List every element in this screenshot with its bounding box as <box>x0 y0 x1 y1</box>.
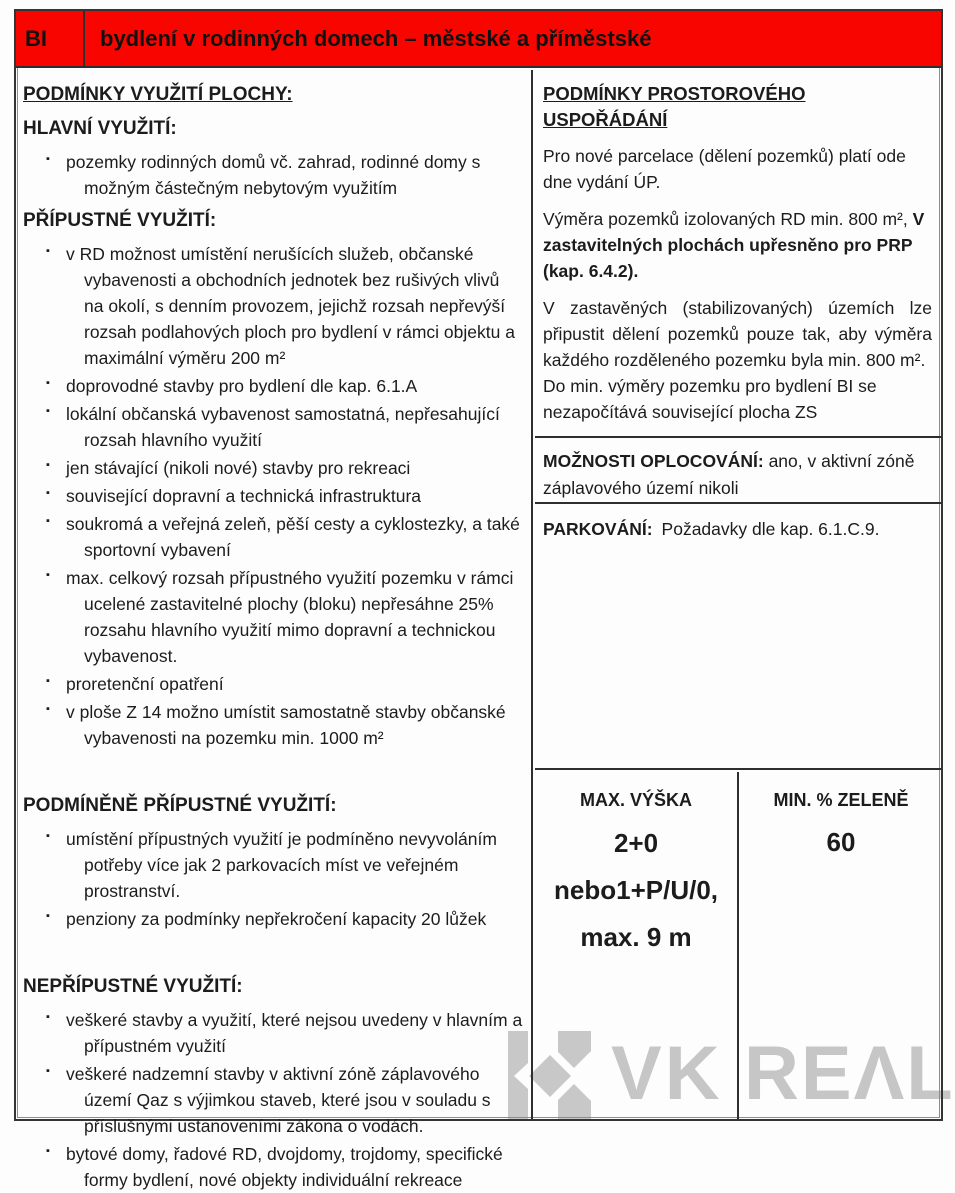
bullet-icon: ▪ <box>46 245 50 257</box>
list-item <box>22 671 523 697</box>
list-item-text: doprovodné stavby pro bydlení dle kap. 6.1.A <box>66 376 418 396</box>
parking-label: PARKOVÁNÍ: <box>543 519 653 539</box>
list-item-text: soukromá a veřejná zeleň, pěší cesty a cyklostezky, a také sportovní vybavení <box>66 514 520 560</box>
paragraph: V zastavěných (stabilizovaných) územích lze připustit dělení pozemků pouze tak, aby výměra každého rozděleného pozemku byla min. 800 m². <box>543 298 932 370</box>
list-item-text: max. celkový rozsah přípustného využití pozemku v rámci ucelené zastavitelné plochy (bloku) nepřesáhne 25% rozsahu hlavního využití mimo dopravní a technickou vybavenost. <box>66 568 514 666</box>
list-item <box>22 906 523 932</box>
right-column-title: PODMÍNKY PROSTOROVÉHO USPOŘÁDÁNÍ <box>543 83 806 130</box>
paragraph <box>543 206 932 284</box>
max-height-line3: max. 9 m <box>580 922 692 952</box>
list-item-text: veškeré nadzemní stavby v aktivní zóně záplavového území Qaz s výjimkou staveb, které jsou v souladu s příslušnými ustanoveními zákona o vodách. <box>66 1064 491 1136</box>
parking-value: Požadavky dle kap. 6.1.C.9. <box>661 519 880 539</box>
list-item <box>22 401 523 453</box>
bullet-icon: ▪ <box>46 459 50 471</box>
list-item <box>22 1007 523 1059</box>
paragraph-text-bold: V zastavitelných plochách upřesněno pro PRP (kap. 6.4.2). <box>543 209 925 281</box>
zone-title: bydlení v rodinných domech – městské a příměstské <box>87 11 941 66</box>
section-heading-main-use: HLAVNÍ VYUŽITÍ: <box>23 118 177 139</box>
max-height-line1: 2+0 <box>613 828 659 858</box>
bullet-icon: ▪ <box>46 830 50 842</box>
list-item-text: jen stávající (nikoli nové) stavby pro rekreaci <box>66 458 411 478</box>
section-heading-conditional-use: PODMÍNĚNĚ PŘÍPUSTNÉ VYUŽITÍ: <box>23 795 337 816</box>
bullet-icon: ▪ <box>46 675 50 687</box>
list-item <box>22 373 523 399</box>
list-item <box>22 483 523 509</box>
watermark-text-vk: VK <box>611 1031 723 1116</box>
max-height-line2: nebo1+P/U/0, <box>554 875 718 905</box>
list-item <box>22 511 523 563</box>
paragraph: Pro nové parcelace (dělení pozemků) platí ode dne vydání ÚP. <box>543 146 906 192</box>
list-item-text: pozemky rodinných domů vč. zahrad, rodinné domy s možným částečným nebytovým využitím <box>66 152 481 198</box>
bullet-icon: ▪ <box>46 910 50 922</box>
watermark-text-real: REΛL <box>744 1031 955 1116</box>
list-item-text: proretenční opatření <box>66 674 224 694</box>
zone-code: BI <box>16 11 85 66</box>
list-item <box>22 699 523 751</box>
bullet-icon: ▪ <box>46 377 50 389</box>
spatial-arrangement-cell <box>535 70 941 438</box>
bullet-icon: ▪ <box>46 487 50 499</box>
section-heading-impermissible-use: NEPŘÍPUSTNÉ VYUŽITÍ: <box>23 976 243 997</box>
list-item <box>22 565 523 669</box>
list-item-text: veškeré stavby a využití, které nejsou uvedeny v hlavním a přípustném využití <box>66 1010 523 1056</box>
fencing-value: ano, v aktivní zóně záplavového území nikoli <box>543 451 915 498</box>
list-item-text: v ploše Z 14 možno umístit samostatně stavby občanské vybavenosti na pozemku min. 1000 m² <box>66 702 506 748</box>
section-heading-permissible-use: PŘÍPUSTNÉ VYUŽITÍ: <box>23 210 217 231</box>
list-item <box>22 241 523 371</box>
zoning-table <box>14 9 943 1190</box>
metrics-row <box>535 772 941 1119</box>
bullet-icon: ▪ <box>46 405 50 417</box>
bullet-icon: ▪ <box>46 703 50 715</box>
list-item-text: lokální občanská vybavenost samostatná, nepřesahující rozsah hlavního využití <box>66 404 500 450</box>
list-item-text: související dopravní a technická infrastruktura <box>66 486 422 506</box>
list-item-text: v RD možnost umístění nerušících služeb, občanské vybavenosti a obchodních jednotek bez rušivých vlivů na okolí, s denním provozem, jejichž rozsah nepřevýší rozsah podlahových ploch pro bydlení v rámci objektu a maximální výměru 200 m² <box>66 244 515 368</box>
min-green-label: MIN. % ZELENĚ <box>773 790 909 810</box>
paragraph-text: Výměra pozemků izolovaných RD min. 800 m², <box>543 209 908 229</box>
list-item <box>22 149 523 201</box>
bullet-icon: ▪ <box>46 1065 50 1077</box>
spacer <box>22 934 523 967</box>
list-item <box>22 455 523 481</box>
fencing-cell <box>535 440 941 504</box>
max-height-cell <box>535 772 739 1119</box>
spacer <box>22 753 523 786</box>
list-item-text: penziony za podmínky nepřekročení kapacity 20 lůžek <box>66 909 487 929</box>
list-item <box>22 1061 523 1139</box>
min-green-value: 60 <box>826 827 856 857</box>
list-item-text: bytové domy, řadové RD, dvojdomy, trojdomy, specifické formy bydlení, nové objekty individuální rekreace <box>66 1144 503 1190</box>
bullet-icon: ▪ <box>46 1011 50 1023</box>
max-height-label: MAX. VÝŠKA <box>579 790 693 810</box>
left-column-title: PODMÍNKY VYUŽITÍ PLOCHY: <box>23 84 293 105</box>
list-item <box>22 826 523 904</box>
usage-conditions-cell <box>16 70 533 1190</box>
bullet-icon: ▪ <box>46 1145 50 1157</box>
paragraph: Do min. výměry pozemku pro bydlení BI se nezapočítává související plocha ZS <box>543 376 877 422</box>
list-item <box>22 1141 523 1193</box>
parking-cell <box>535 506 941 770</box>
bullet-icon: ▪ <box>46 569 50 581</box>
min-green-cell <box>741 772 941 1119</box>
list-item-text: umístění přípustných využití je podmíněno nevyvoláním potřeby více jak 2 parkovacích míst ve veřejném prostranství. <box>66 829 497 901</box>
bullet-icon: ▪ <box>46 515 50 527</box>
fencing-label: MOŽNOSTI OPLOCOVÁNÍ: <box>543 451 764 471</box>
bullet-icon: ▪ <box>46 153 50 165</box>
